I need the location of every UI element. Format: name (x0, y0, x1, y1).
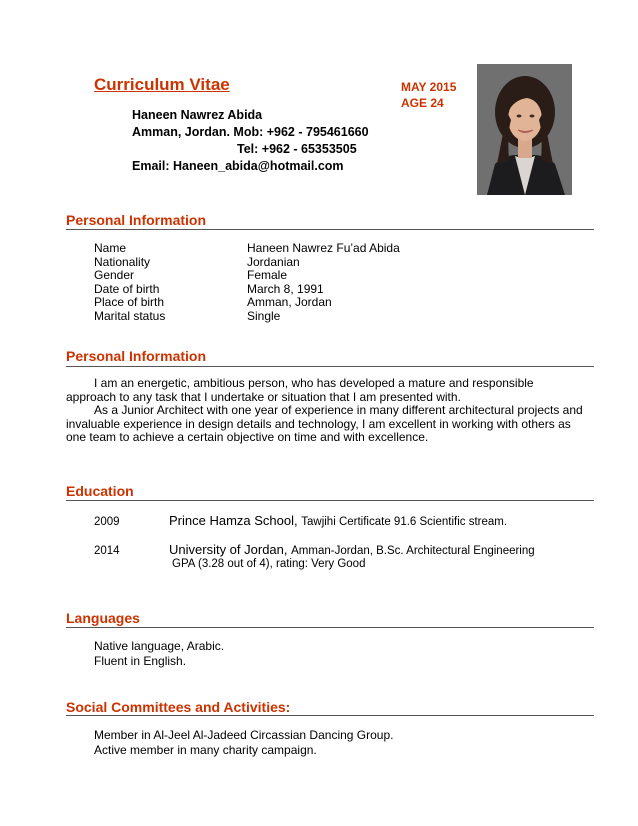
info-value: Amman, Jordan (247, 295, 332, 309)
info-row (94, 310, 400, 324)
section-personal-information: Personal Information (66, 212, 207, 228)
section-languages: Languages (66, 610, 140, 626)
info-row (94, 269, 400, 283)
profile-text (66, 377, 586, 445)
info-label: Place of birth (94, 295, 165, 309)
list-item: Member in Al-Jeel Al-Jadeed Circassian Dancing Group. (94, 728, 394, 742)
info-label: Gender (94, 268, 135, 282)
info-label: Nationality (94, 254, 151, 269)
info-value: Single (247, 308, 281, 323)
education-institution: Prince Hamza School, (169, 513, 298, 528)
info-value: March 8, 1991 (247, 281, 324, 296)
languages-list (94, 639, 224, 669)
section-education: Education (66, 483, 134, 499)
section-divider (66, 500, 594, 501)
profile-paragraph: I am an energetic, ambitious person, who has developed a mature and responsible approach to any task that I undertake or situation that I am presented with. (66, 376, 534, 404)
education-detail: Amman-Jordan, B.Sc. Architectural Engineering (291, 545, 535, 557)
info-row (94, 296, 400, 310)
full-name: Haneen Nawrez Abida (132, 108, 263, 122)
email: Email: Haneen_abida@hotmail.com (132, 159, 344, 173)
education-gpa: GPA (3.28 out of 4), rating: Very Good (172, 558, 366, 570)
cv-title: Curriculum Vitae (94, 75, 230, 94)
education-institution: University of Jordan, (169, 542, 288, 557)
info-row (94, 256, 400, 270)
section-divider (66, 715, 594, 716)
address-mobile: Amman, Jordan. Mob: +962 - 795461660 (132, 125, 369, 139)
info-value: Female (247, 268, 288, 282)
profile-paragraph: As a Junior Architect with one year of experience in many different architectural projects and invaluable experience in design details and technology, I am excellent in working with others as one team to achieve a certain objective on time and with excellence. (66, 403, 583, 444)
cv-date: MAY 2015 (401, 80, 457, 94)
profile-photo (477, 64, 572, 195)
section-divider (66, 229, 594, 230)
section-activities: Social Committees and Activities: (66, 699, 291, 715)
info-value: Haneen Nawrez Fu’ad Abida (247, 241, 400, 255)
section-divider (66, 627, 594, 628)
list-item: Native language, Arabic. (94, 639, 225, 653)
section-divider (66, 366, 594, 367)
list-item: Fluent in English. (94, 654, 187, 668)
info-label: Marital status (94, 308, 166, 323)
section-profile: Personal Information (66, 348, 207, 364)
info-label: Name (94, 241, 127, 255)
cv-date-block (401, 79, 456, 111)
info-label: Date of birth (94, 281, 160, 296)
contact-block (132, 107, 369, 175)
portrait-image (477, 64, 572, 195)
education-detail: Tawjihi Certificate 91.6 Scientific stream. (301, 516, 508, 528)
info-value: Jordanian (247, 254, 300, 269)
info-row (94, 283, 400, 297)
info-row (94, 242, 400, 256)
personal-info-table (94, 242, 400, 323)
education-item (94, 514, 507, 529)
education-year: 2009 (94, 516, 120, 528)
telephone: Tel: +962 - 65353505 (237, 142, 357, 156)
cv-age: AGE 24 (401, 96, 444, 110)
list-item: Active member in many charity campaign. (94, 743, 317, 757)
education-year: 2014 (94, 545, 120, 557)
education-item (94, 543, 535, 570)
activities-list (94, 728, 393, 758)
